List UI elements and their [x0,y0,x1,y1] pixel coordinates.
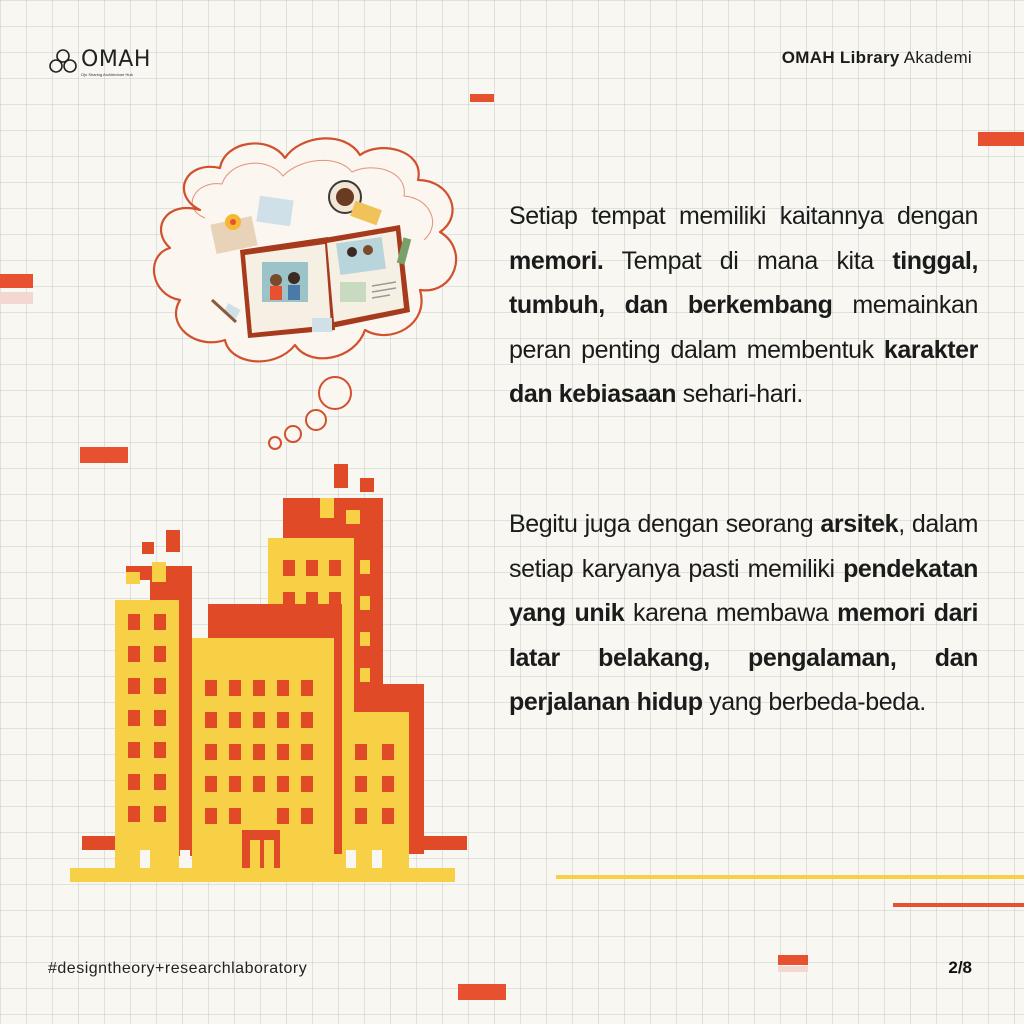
footer-hashtag: #designtheory+researchlaboratory [48,960,308,977]
header-title-bold: OMAH Library [781,48,900,67]
bold-segment: pendekatan yang unik [509,554,978,628]
text-segment: karena membawa [624,599,838,628]
bold-segment: tinggal, tumbuh, dan berkembang [509,246,978,320]
text-segment: yang berbeda-beda. [702,688,926,717]
text-segment: , dalam setiap karyanya pasti memiliki [509,510,979,583]
pixel-buildings-illustration [70,464,467,882]
text-segment: Tempat di mana kita [603,246,893,275]
bold-segment: memori dari latar belakang, pengalaman, dan perjalanan hidup [509,599,979,717]
text-segment: sehari-hari. [676,380,803,409]
bold-segment: memori. [509,246,604,275]
paragraph-memory-place [509,194,978,417]
bold-segment: karakter dan kebiasaan [509,335,978,409]
paragraph-architect [509,502,978,725]
text-segment: Begitu juga dengan seorang [509,510,821,538]
text-segment: Setiap tempat memiliki kaitannya dengan [509,202,978,230]
text-segment: memainkan peran penting dalam membentuk [509,291,979,364]
bold-segment: arsitek [820,510,899,538]
brand-tagline: Ojo Sharing Architecture Hub [81,72,133,77]
page-number: 2/8 [948,958,972,977]
brand-name: OMAH [81,47,151,72]
header-title-regular: Akademi [899,48,972,67]
